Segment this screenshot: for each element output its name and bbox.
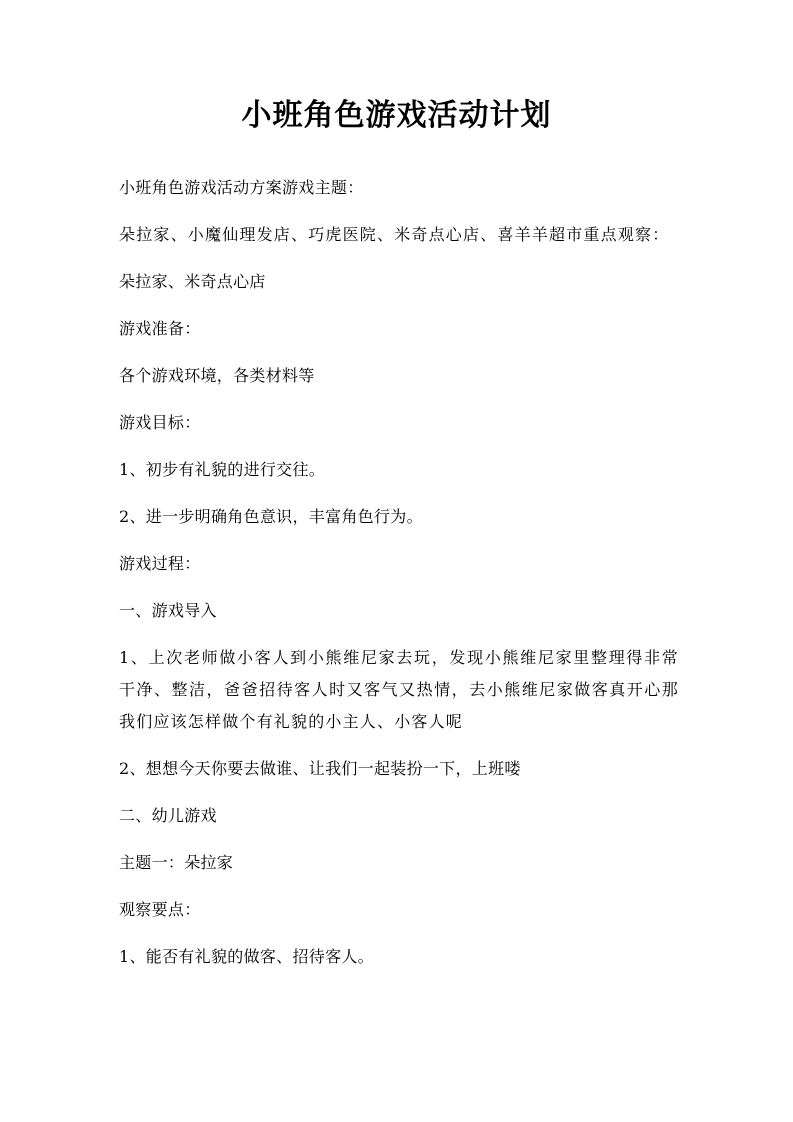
paragraph-observe-focus: 朵拉家、米奇点心店 — [119, 272, 266, 291]
paragraph-goal-2: 2、进一步明确角色意识，丰富角色行为。 — [119, 507, 423, 526]
paragraph-theme-one: 主题一：朵拉家 — [119, 853, 234, 872]
paragraph-goal-1: 1、初步有礼貌的进行交往。 — [119, 460, 326, 479]
paragraph-section-intro: 一、游戏导入 — [119, 601, 217, 620]
paragraph-preparation: 各个游戏环境，各类材料等 — [119, 366, 315, 385]
paragraph-observation-points: 观察要点： — [119, 900, 201, 919]
paragraph-theme-list: 朵拉家、小魔仙理发店、巧虎医院、米奇点心店、喜羊羊超市重点观察： — [119, 225, 670, 244]
document-title: 小班角色游戏活动计划 — [241, 98, 552, 133]
paragraph-theme-intro: 小班角色游戏活动方案游戏主题： — [119, 178, 364, 197]
paragraph-preparation-heading: 游戏准备： — [119, 319, 201, 338]
paragraph-process-heading: 游戏过程： — [119, 554, 201, 573]
paragraph-goals-heading: 游戏目标： — [119, 413, 201, 432]
paragraph-observation-1: 1、能否有礼貌的做客、招待客人。 — [119, 947, 374, 966]
paragraph-section-play: 二、幼儿游戏 — [119, 806, 217, 825]
document-body — [119, 172, 679, 988]
paragraph-intro-2: 2、想想今天你要去做谁、让我们一起装扮一下，上班喽 — [119, 759, 521, 778]
paragraph-intro-1: 1、上次老师做小客人到小熊维尼家去玩，发现小熊维尼家里整理得非常干净、整洁，爸爸招待客人时又客气又热情，去小熊维尼家做客真开心那我们应该怎样做个有礼貌的小主人、小客人呢 — [119, 648, 679, 731]
